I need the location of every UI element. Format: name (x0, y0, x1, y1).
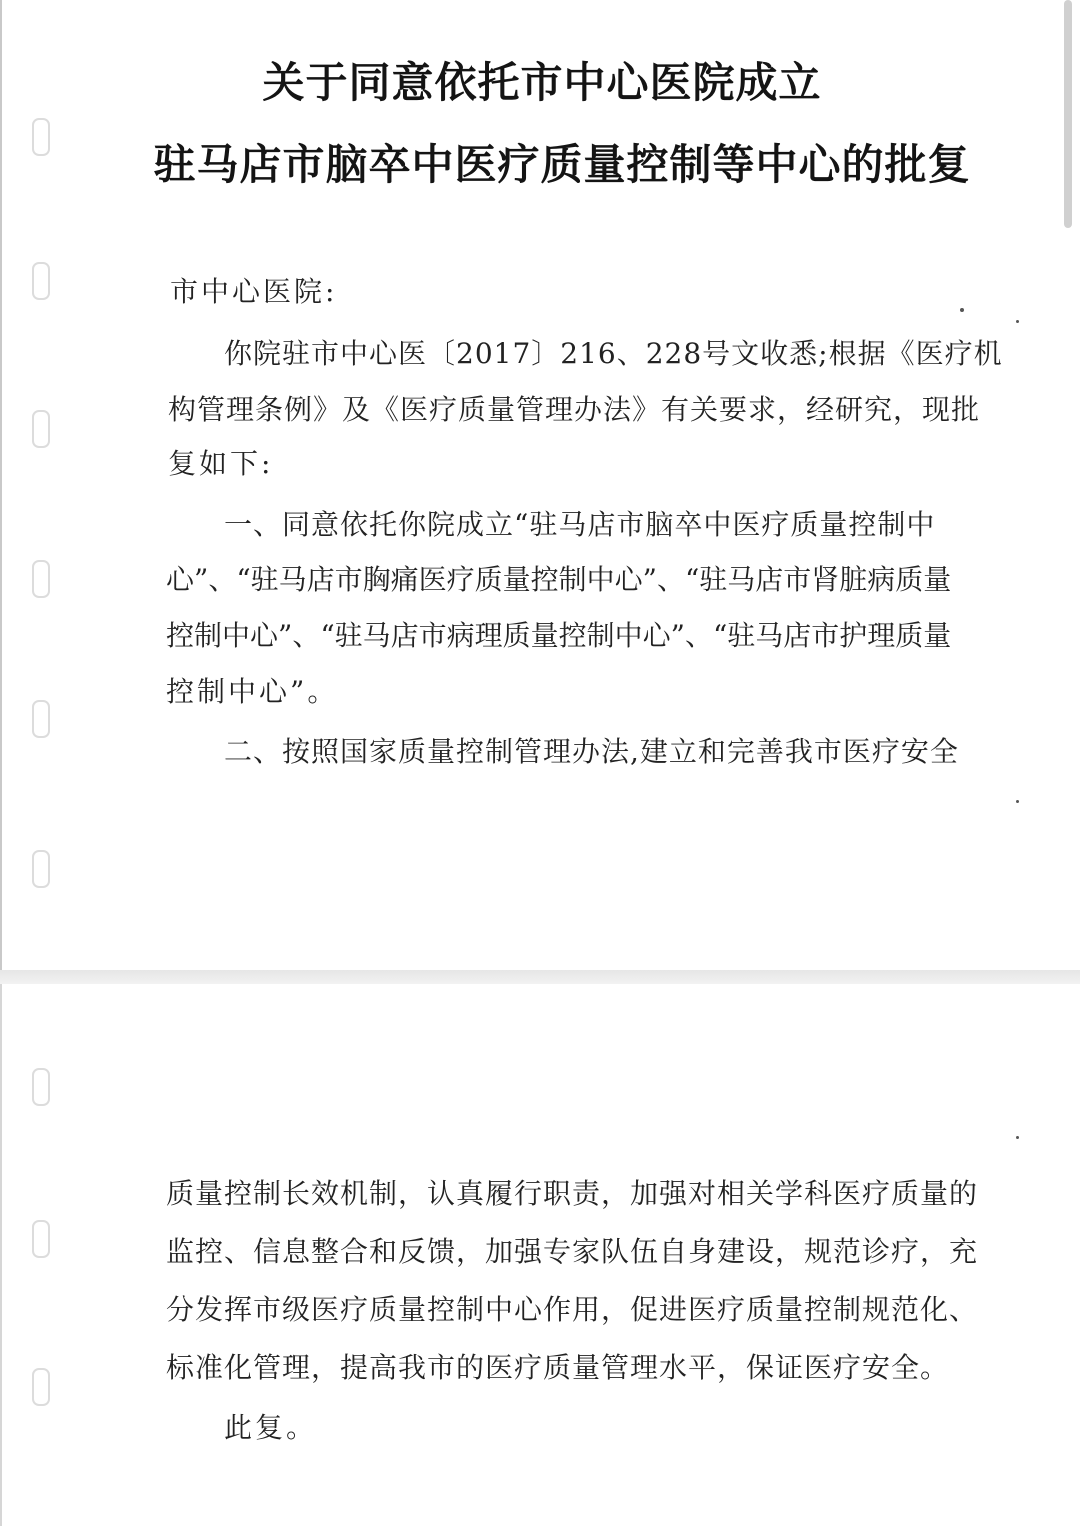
punch-hole-mark (32, 262, 50, 300)
body-line: 复如下: (168, 447, 274, 480)
body-line: 控制中心”、“驻马店市病理质量控制中心”、“驻马店市护理质量 (166, 619, 952, 652)
body-line: 质量控制长效机制，认真履行职责，加强对相关学科医疗质量的 (166, 1177, 979, 1210)
closing-line: 此复。 (224, 1411, 318, 1444)
scan-speck (1016, 320, 1019, 323)
scan-speck (1016, 800, 1019, 803)
vertical-scrollbar[interactable] (1064, 0, 1072, 228)
punch-hole-mark (32, 1220, 50, 1258)
body-line: 一、同意依托你院成立“驻马店市脑卒中医疗质量控制中 (224, 508, 936, 541)
document-title-line-1: 关于同意依托市中心医院成立 (262, 58, 822, 107)
punch-hole-mark (32, 700, 50, 738)
punch-hole-mark (32, 410, 50, 448)
scan-speck (1016, 1136, 1019, 1139)
punch-hole-mark (32, 850, 50, 888)
punch-hole-mark (32, 1368, 50, 1406)
body-line: 监控、信息整合和反馈，加强专家队伍自身建设，规范诊疗，充 (166, 1235, 979, 1268)
body-line: 二、按照国家质量控制管理办法,建立和完善我市医疗安全 (224, 735, 959, 768)
punch-hole-mark (32, 1068, 50, 1106)
scan-speck (960, 308, 964, 312)
body-line: 分发挥市级医疗质量控制中心作用，促进医疗质量控制规范化、 (166, 1293, 979, 1326)
body-line: 构管理条例》及《医疗质量管理办法》有关要求，经研究，现批 (168, 393, 981, 426)
page-separator (0, 970, 1080, 984)
body-line: 控制中心”。 (166, 675, 339, 708)
document-title-line-2: 驻马店市脑卒中医疗质量控制等中心的批复 (153, 140, 971, 189)
body-line: 心”、“驻马店市胸痛医疗质量控制中心”、“驻马店市肾脏病质量 (166, 563, 952, 596)
salutation: 市中心医院: (170, 275, 338, 308)
body-line: 你院驻市中心医〔2017〕216、228号文收悉;根据《医疗机 (224, 337, 1003, 370)
punch-hole-mark (32, 560, 50, 598)
body-line: 标准化管理，提高我市的医疗质量管理水平，保证医疗安全。 (166, 1351, 950, 1384)
document-page-2 (0, 984, 1080, 1526)
